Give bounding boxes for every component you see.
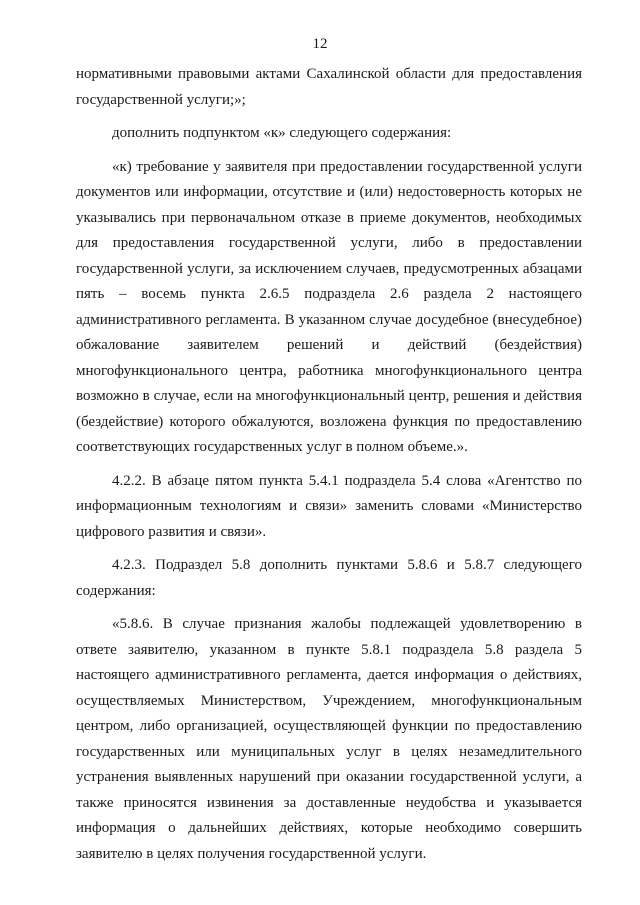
page-number: 12: [312, 36, 328, 52]
paragraph-5-8-6: «5.8.6. В случае признания жалобы подлежащей удовлетворению в ответе заявителю, указанном в пункте 5.8.1 подраздела 5.8 раздела 5 настоящего административного регламента, дается информация о действиях, осуществляемых Министерством, Учреждением, многофункциональным центром, либо организацией, осуществляющей функции по предоставлению государственных или муниципальных услуг в целях незамедлительного устранения выявленных нарушений при оказании государственной услуги, а также приносятся извинения за доставленные неудобства и указывается информация о дальнейших действиях, которые необходимо совершить заявителю в целях получения государственной услуги.: [76, 616, 582, 862]
document-body: [76, 62, 582, 875]
paragraph-subitem-k: «к) требование у заявителя при предоставлении государственной услуги документов или информации, отсутствие и (или) недостоверность которых не указывались при первоначальном отказе в приеме документов, необходимых для предоставления государственной услуги, либо в предоставлении государственной услуги, за исключением случаев, предусмотренных абзацами пять – восемь пункта 2.6.5 подраздела 2.6 раздела 2 настоящего административного регламента. В указанном случае досудебное (внесудебное) обжалование заявителем решений и действий (бездействия) многофункционального центра, работника многофункционального центра возможно в случае, если на многофункциональный центр, решения и действия (бездействие) которого обжалуются, возложена функция по предоставлению соответствующих государственных услуг в полном объеме.».: [76, 158, 582, 455]
paragraph-4-2-2: 4.2.2. В абзаце пятом пункта 5.4.1 подраздела 5.4 слова «Агентство по информационным технологиям и связи» заменить словами «Министерство цифрового развития и связи».: [76, 472, 582, 540]
paragraph-continuation: нормативными правовыми актами Сахалинской области для предоставления государственной услуги;»;: [76, 66, 582, 108]
paragraph-add-subitem: дополнить подпунктом «к» следующего содержания:: [112, 125, 452, 141]
paragraph-4-2-3: 4.2.3. Подраздел 5.8 дополнить пунктами 5.8.6 и 5.8.7 следующего содержания:: [76, 557, 582, 599]
